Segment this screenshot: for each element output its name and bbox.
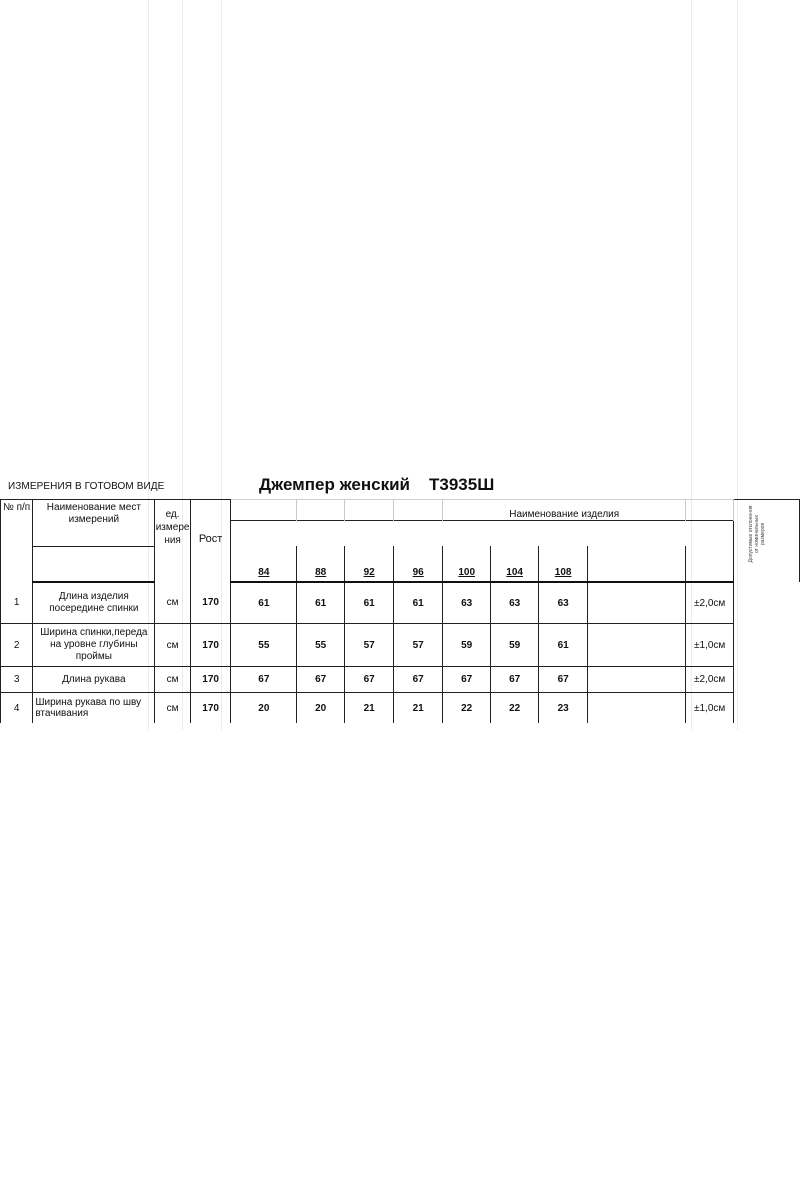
value-cell: 61: [539, 624, 588, 667]
unit-cell: см: [155, 693, 190, 724]
measurement-table: [0, 499, 800, 723]
value-cell: 59: [491, 624, 539, 667]
height-cell: 170: [190, 624, 231, 667]
value-cell: 61: [297, 582, 345, 624]
table-caption-row: [1, 500, 800, 521]
header-unit: ед. измере ния: [155, 500, 190, 583]
size-92: 92: [345, 546, 394, 582]
product-title: Джемпер женский: [259, 475, 410, 494]
sheet-subtitle: ИЗМЕРЕНИЯ В ГОТОВОМ ВИДЕ: [8, 481, 165, 492]
value-cell: 20: [231, 693, 297, 724]
tolerance-cell: ±1,0см: [686, 624, 734, 667]
value-cell: 22: [443, 693, 491, 724]
measure-name: Ширина рукава по шву втачивания: [33, 693, 155, 724]
value-cell: 63: [491, 582, 539, 624]
header-height: Рост: [190, 500, 231, 583]
value-cell: 22: [491, 693, 539, 724]
value-cell: 67: [297, 667, 345, 693]
height-cell: 170: [190, 693, 231, 724]
value-cell: 67: [394, 667, 443, 693]
unit-cell: см: [155, 624, 190, 667]
size-104: 104: [491, 546, 539, 582]
value-cell: 63: [539, 582, 588, 624]
header-tolerance: Допустимые отклонения от номинальных размеров: [734, 500, 800, 583]
header-number: № п/п: [1, 500, 33, 583]
value-cell: 21: [394, 693, 443, 724]
tolerance-cell: ±1,0см: [686, 693, 734, 724]
value-cell: 55: [231, 624, 297, 667]
height-cell: 170: [190, 582, 231, 624]
value-cell: 67: [345, 667, 394, 693]
value-cell: 61: [394, 582, 443, 624]
row-number: 4: [1, 693, 33, 724]
value-cell: 57: [394, 624, 443, 667]
value-cell: 67: [539, 667, 588, 693]
unit-cell: см: [155, 582, 190, 624]
value-cell: 57: [345, 624, 394, 667]
size-84: 84: [231, 546, 297, 582]
measure-name: Длина рукава: [33, 667, 155, 693]
value-cell: 67: [491, 667, 539, 693]
size-88: 88: [297, 546, 345, 582]
value-cell: 67: [443, 667, 491, 693]
row-number: 3: [1, 667, 33, 693]
value-cell: 67: [231, 667, 297, 693]
tolerance-cell: ±2,0см: [686, 582, 734, 624]
table-row: [1, 667, 800, 693]
value-cell: 61: [231, 582, 297, 624]
tolerance-cell: ±2,0см: [686, 667, 734, 693]
value-cell: 61: [345, 582, 394, 624]
size-100: 100: [443, 546, 491, 582]
model-code: Т3935Ш: [429, 475, 495, 494]
measure-name: Длина изделия посередине спинки: [33, 582, 155, 624]
value-cell: 21: [345, 693, 394, 724]
table-row: [1, 693, 800, 724]
header-measure-name: Наименование мест измерений: [33, 500, 155, 547]
size-108: 108: [539, 546, 588, 582]
row-number: 2: [1, 624, 33, 667]
value-cell: 20: [297, 693, 345, 724]
table-row: [1, 624, 800, 667]
measure-name: Ширина спинки,переда на уровне глубины проймы: [33, 624, 155, 667]
value-cell: 59: [443, 624, 491, 667]
value-cell: 23: [539, 693, 588, 724]
value-cell: 55: [297, 624, 345, 667]
height-cell: 170: [190, 667, 231, 693]
measurement-sheet: [0, 470, 800, 730]
sizes-row: [1, 546, 800, 582]
value-cell: 63: [443, 582, 491, 624]
table-row: [1, 582, 800, 624]
product-name-caption: Наименование изделия: [509, 509, 620, 520]
unit-cell: см: [155, 667, 190, 693]
size-96: 96: [394, 546, 443, 582]
row-number: 1: [1, 582, 33, 624]
